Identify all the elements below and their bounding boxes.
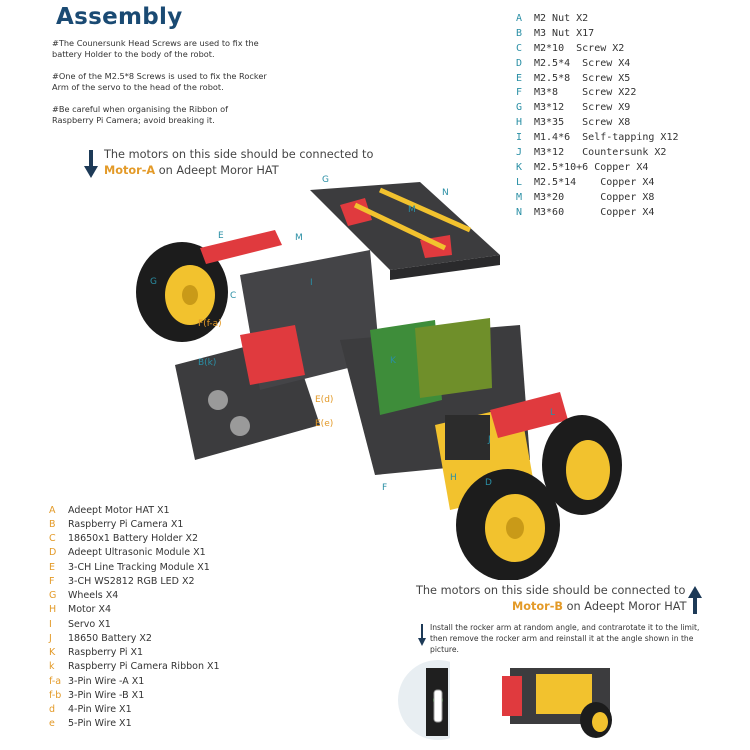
part-code: H: [516, 117, 523, 129]
component-desc: Raspberry Pi X1: [68, 647, 144, 659]
part-code: C: [516, 42, 523, 54]
down-arrow-icon: [418, 624, 426, 646]
part-code: K: [516, 161, 523, 173]
part-desc: M3 Nut X17: [534, 27, 595, 39]
component-row: [49, 717, 220, 731]
part-code: B: [516, 27, 523, 39]
component-code: f-b: [49, 689, 62, 701]
page-title: Assembly: [56, 4, 183, 30]
component-code: G: [49, 590, 57, 602]
component-code: f-a: [49, 675, 62, 687]
note-2: #One of the M2.5*8 Screws is used to fix the Rocker Arm of the servo to the head of the robot.: [52, 71, 267, 92]
motor-b-line1: The motors on this side should be connected to: [416, 584, 686, 597]
component-desc: 3-Pin Wire -B X1: [68, 689, 145, 701]
part-row: [516, 100, 679, 115]
wheel-rear-back: [542, 415, 622, 515]
label-Ed: E(d): [315, 395, 334, 405]
component-desc: 5-Pin Wire X1: [68, 718, 132, 730]
part-row: [516, 71, 679, 86]
part-code: M: [516, 191, 523, 203]
part-desc: M3*60 Copper X4: [534, 206, 655, 218]
part-code: L: [516, 176, 523, 188]
component-desc: Raspberry Pi Camera X1: [68, 518, 184, 530]
component-desc: Raspberry Pi Camera Ribbon X1: [68, 661, 220, 673]
component-row: [49, 603, 220, 617]
mini-robot-image: [492, 660, 622, 740]
part-row: [516, 85, 679, 100]
component-row: [49, 589, 220, 603]
label-I: I: [310, 278, 313, 288]
part-desc: M3*12 Countersunk X2: [534, 146, 667, 158]
component-code: d: [49, 704, 56, 716]
component-code: I: [49, 618, 52, 630]
component-desc: 18650 Battery X2: [68, 632, 152, 644]
part-desc: M3*12 Screw X9: [534, 102, 631, 114]
part-desc: M1.4*6 Self-tapping X12: [534, 132, 679, 144]
component-row: [49, 646, 220, 660]
component-row: [49, 703, 220, 717]
label-Bk: B(k): [198, 358, 217, 368]
label-K: K: [390, 356, 396, 366]
component-code: A: [49, 504, 56, 516]
component-desc: 3-CH Line Tracking Module X1: [68, 561, 210, 573]
up-arrow-icon: [688, 586, 702, 614]
component-desc: 3-CH WS2812 RGB LED X2: [68, 575, 195, 587]
part-desc: M2.5*4 Screw X4: [534, 57, 631, 69]
component-code: B: [49, 518, 56, 530]
component-code: H: [49, 604, 57, 616]
component-code: J: [49, 632, 52, 644]
motor-a-line1: The motors on this side should be connected to: [104, 148, 374, 161]
component-row: [49, 660, 220, 674]
component-desc: 18650x1 Battery Holder X2: [68, 533, 199, 545]
motor-a-label: Motor-A: [104, 164, 156, 177]
part-code: D: [516, 57, 523, 69]
label-C: C: [230, 291, 237, 301]
component-code: D: [49, 547, 57, 559]
part-desc: M2 Nut X2: [534, 12, 589, 24]
component-desc: Adeept Motor HAT X1: [68, 504, 170, 516]
part-desc: M3*20 Copper X8: [534, 191, 655, 203]
part-row: [516, 145, 679, 160]
label-F: F: [382, 483, 388, 493]
component-row: [49, 688, 220, 702]
part-code: I: [516, 132, 523, 144]
component-code: K: [49, 647, 56, 659]
component-desc: 3-Pin Wire -A X1: [68, 675, 145, 687]
label-M: M: [408, 205, 416, 215]
part-row: [516, 11, 679, 26]
wheel-rear-front: [456, 469, 560, 580]
motor-b-label: Motor-B: [512, 600, 564, 613]
label-J: J: [488, 435, 491, 445]
component-row: [49, 631, 220, 645]
label-N: N: [442, 188, 449, 198]
component-code: E: [49, 561, 56, 573]
component-code: C: [49, 533, 56, 545]
component-code: F: [49, 575, 55, 587]
part-code: J: [516, 146, 523, 158]
part-row: [516, 130, 679, 145]
component-code: k: [49, 661, 55, 673]
assembly-notes: [52, 38, 352, 137]
motor-b-line2: [512, 600, 687, 613]
part-row: [516, 115, 679, 130]
component-code: e: [49, 718, 55, 730]
label-G2: G: [150, 277, 157, 287]
servo-rocker-image: [398, 660, 450, 740]
part-row: [516, 26, 679, 41]
part-code: F: [516, 87, 523, 99]
label-M2: M: [295, 233, 303, 243]
note-1: #The Counersunk Head Screws are used to fix the battery Holder to the body of the robot.: [52, 38, 259, 59]
motor-a-rest: on Adeept Moror HAT: [155, 164, 279, 177]
robot-exploded-diagram: [90, 160, 650, 580]
component-desc: Wheels X4: [68, 590, 119, 602]
component-desc: Servo X1: [68, 618, 111, 630]
label-ffa: F(f-a): [198, 319, 222, 329]
part-desc: M2.5*14 Copper X4: [534, 176, 655, 188]
component-row: [49, 674, 220, 688]
part-row: [516, 41, 679, 56]
label-L: L: [550, 408, 556, 418]
part-desc: M3*8 Screw X22: [534, 87, 637, 99]
part-desc: M3*35 Screw X8: [534, 117, 631, 129]
part-desc: M2.5*8 Screw X5: [534, 72, 631, 84]
part-code: A: [516, 12, 523, 24]
part-code: E: [516, 72, 523, 84]
component-desc: Adeept Ultrasonic Module X1: [68, 547, 206, 559]
label-Ee: E(e): [315, 419, 334, 429]
part-row: [516, 56, 679, 71]
label-D: D: [485, 478, 492, 488]
left-red-arm: [200, 230, 282, 264]
label-E: E: [218, 231, 224, 241]
component-desc: Motor X4: [68, 604, 112, 616]
component-desc: 4-Pin Wire X1: [68, 704, 132, 716]
part-code: G: [516, 102, 523, 114]
rocker-instruction: Install the rocker arm at random angle, and contrarotate it to the limit, then remove the rocker arm and reinstall it at the angle shown in the picture.: [430, 623, 700, 654]
part-desc: M2*10 Screw X2: [534, 42, 625, 54]
label-G: G: [322, 175, 329, 185]
part-desc: M2.5*10+6 Copper X4: [534, 161, 649, 173]
label-H: H: [450, 473, 457, 483]
component-row: [49, 617, 220, 631]
note-3: #Be careful when organising the Ribbon of Raspberry Pi Camera; avoid breaking it.: [52, 104, 229, 125]
motor-b-rest: on Adeept Moror HAT: [563, 600, 687, 613]
part-code: N: [516, 206, 523, 218]
